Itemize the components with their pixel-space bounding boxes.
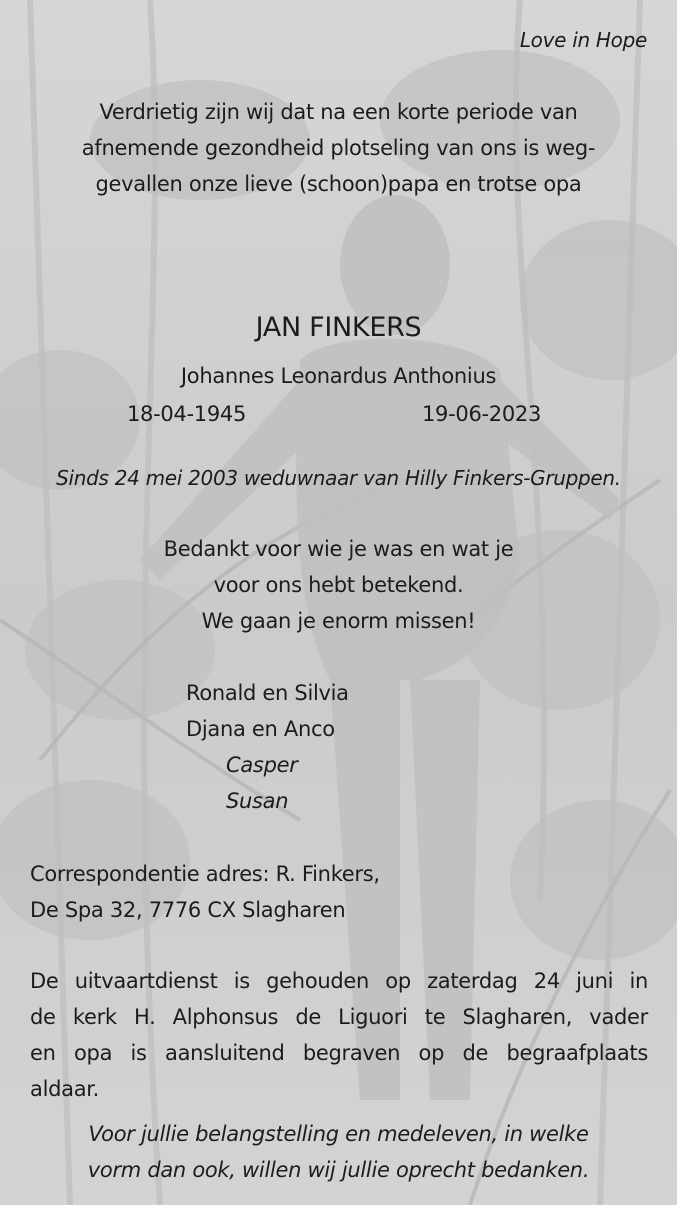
family-couple-1: Ronald en Silvia [186, 681, 349, 705]
intro-line-3: gevallen onze lieve (schoon)papa en trotse opa [95, 172, 582, 196]
family-grandchild-1: Casper [226, 753, 298, 777]
family-grandchild-2: Susan [226, 789, 289, 813]
service-line-3: en opa is aansluitend begraven op de begraafplaats [30, 1041, 648, 1065]
tagline: Love in Hope [519, 28, 647, 52]
birth-date: 18-04-1945 [127, 402, 247, 426]
address-line-1: Correspondentie adres: R. Finkers, [30, 862, 380, 886]
service-line-2: de kerk H. Alphonsus de Liguori te Slagharen, vader [30, 1005, 648, 1029]
service-line-1: De uitvaartdienst is gehouden op zaterdag 24 juni in [30, 969, 648, 993]
intro-line-2: afnemende gezondheid plotseling van ons is weg- [81, 136, 596, 160]
deceased-full-names: Johannes Leonardus Anthonius [180, 364, 497, 388]
widower-line: Sinds 24 mei 2003 weduwnaar van Hilly Finkers-Gruppen. [56, 466, 621, 490]
closing-line-2: vorm dan ook, willen wij jullie oprecht bedanken. [87, 1158, 590, 1182]
thanks-line-3: We gaan je enorm missen! [201, 609, 476, 633]
service-line-4: aldaar. [30, 1077, 100, 1101]
thanks-line-1: Bedankt voor wie je was en wat je [163, 537, 514, 561]
deceased-name: JAN FINKERS [255, 312, 422, 343]
address-line-2: De Spa 32, 7776 CX Slagharen [30, 898, 346, 922]
closing-line-1: Voor jullie belangstelling en medeleven, in welke [88, 1122, 589, 1146]
thanks-line-2: voor ons hebt betekend. [213, 573, 464, 597]
family-couple-2: Djana en Anco [186, 717, 335, 741]
intro-line-1: Verdrietig zijn wij dat na een korte periode van [99, 100, 578, 124]
death-date: 19-06-2023 [422, 402, 542, 426]
